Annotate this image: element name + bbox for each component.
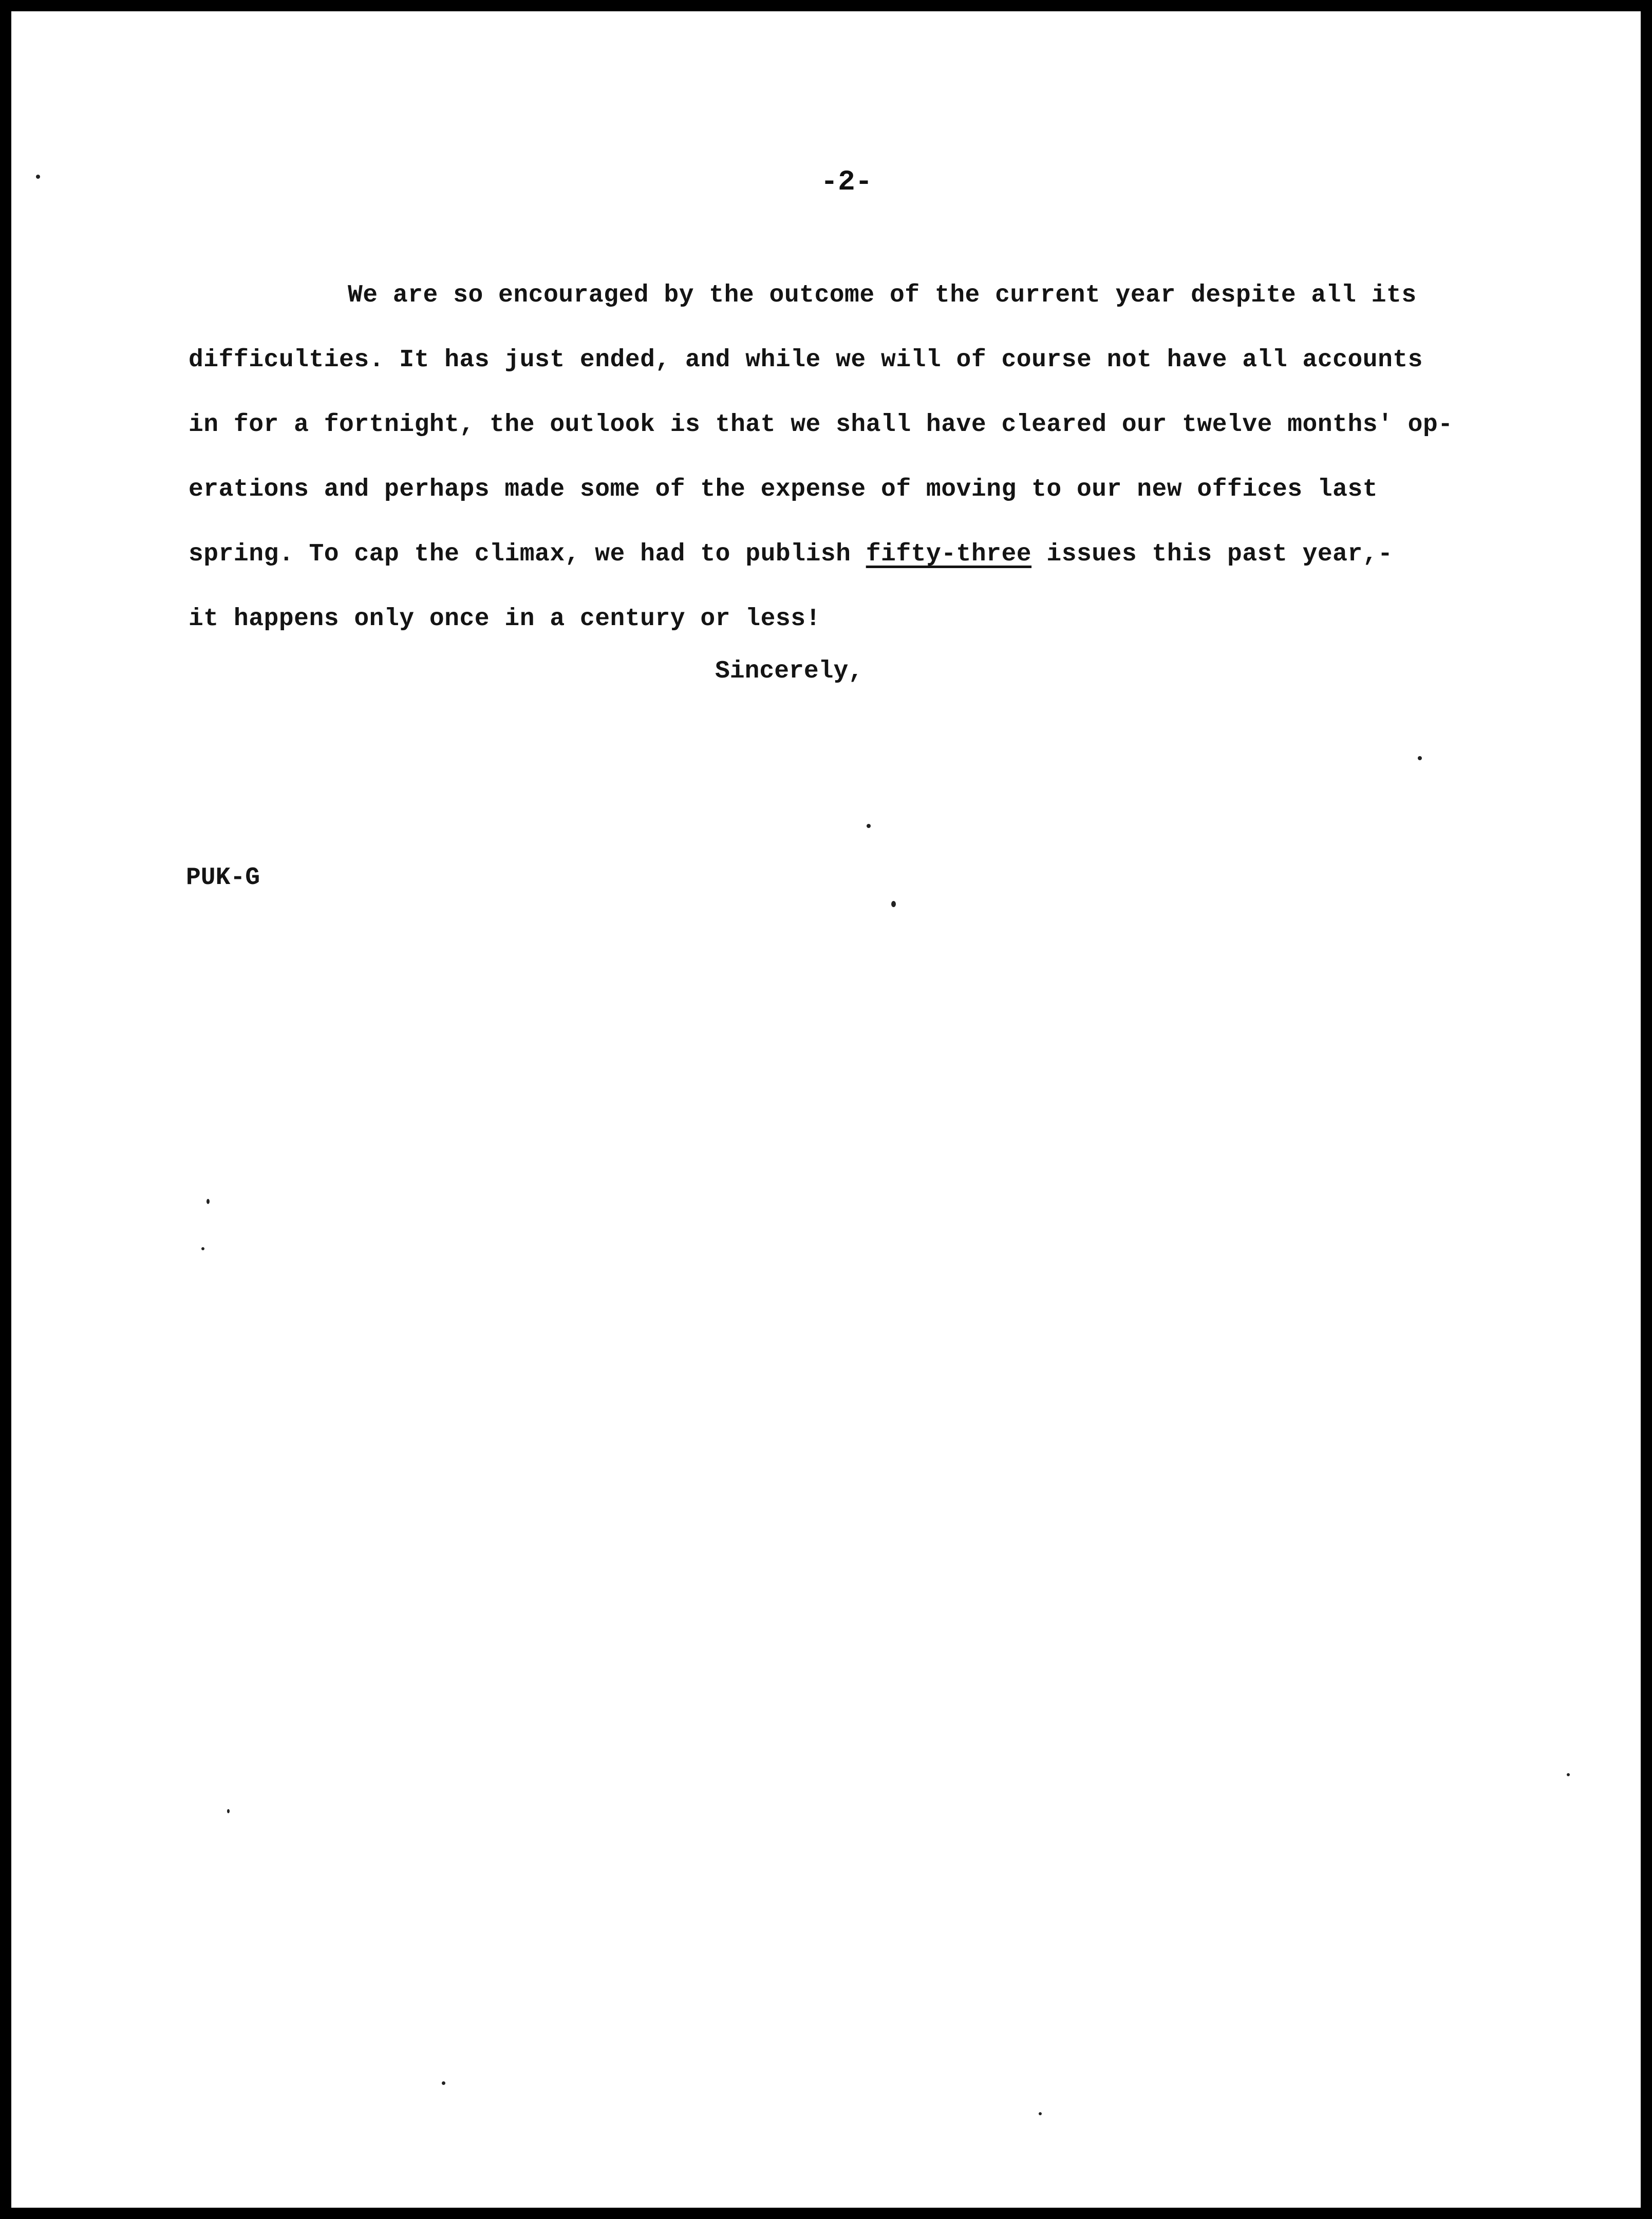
scan-speck <box>1567 1773 1570 1776</box>
scan-speck <box>442 2081 445 2085</box>
reference-initials: PUK-G <box>186 864 260 892</box>
paragraph-text: spring. To cap the climax, we had to publish <box>189 540 866 568</box>
paragraph-line: in for a fortnight, the outlook is that we shall have cleared our twelve months' op- <box>189 411 1453 439</box>
scan-speck <box>867 824 871 828</box>
scan-speck <box>201 1247 204 1250</box>
page-number: -2- <box>820 165 873 198</box>
paragraph-line: difficulties. It has just ended, and while we will of course not have all accounts <box>189 346 1423 374</box>
paragraph-text: issues this past year,- <box>1031 540 1393 568</box>
paragraph-line: erations and perhaps made some of the expense of moving to our new offices last <box>189 476 1378 503</box>
paragraph-line: it happens only once in a century or less! <box>189 605 821 633</box>
underlined-text: fifty-three <box>866 540 1032 568</box>
scan-speck <box>227 1809 230 1813</box>
scan-speck <box>1418 756 1422 760</box>
document-page <box>11 11 1641 2208</box>
paragraph-line <box>189 522 1524 587</box>
scan-speck <box>36 175 40 179</box>
closing-salutation: Sincerely, <box>715 657 863 685</box>
letter-paragraph <box>189 263 1524 651</box>
scan-speck <box>891 901 896 907</box>
scan-speck <box>1039 2112 1042 2115</box>
paragraph-line: We are so encouraged by the outcome of the current year despite all its <box>348 281 1417 309</box>
scan-speck <box>206 1199 210 1204</box>
